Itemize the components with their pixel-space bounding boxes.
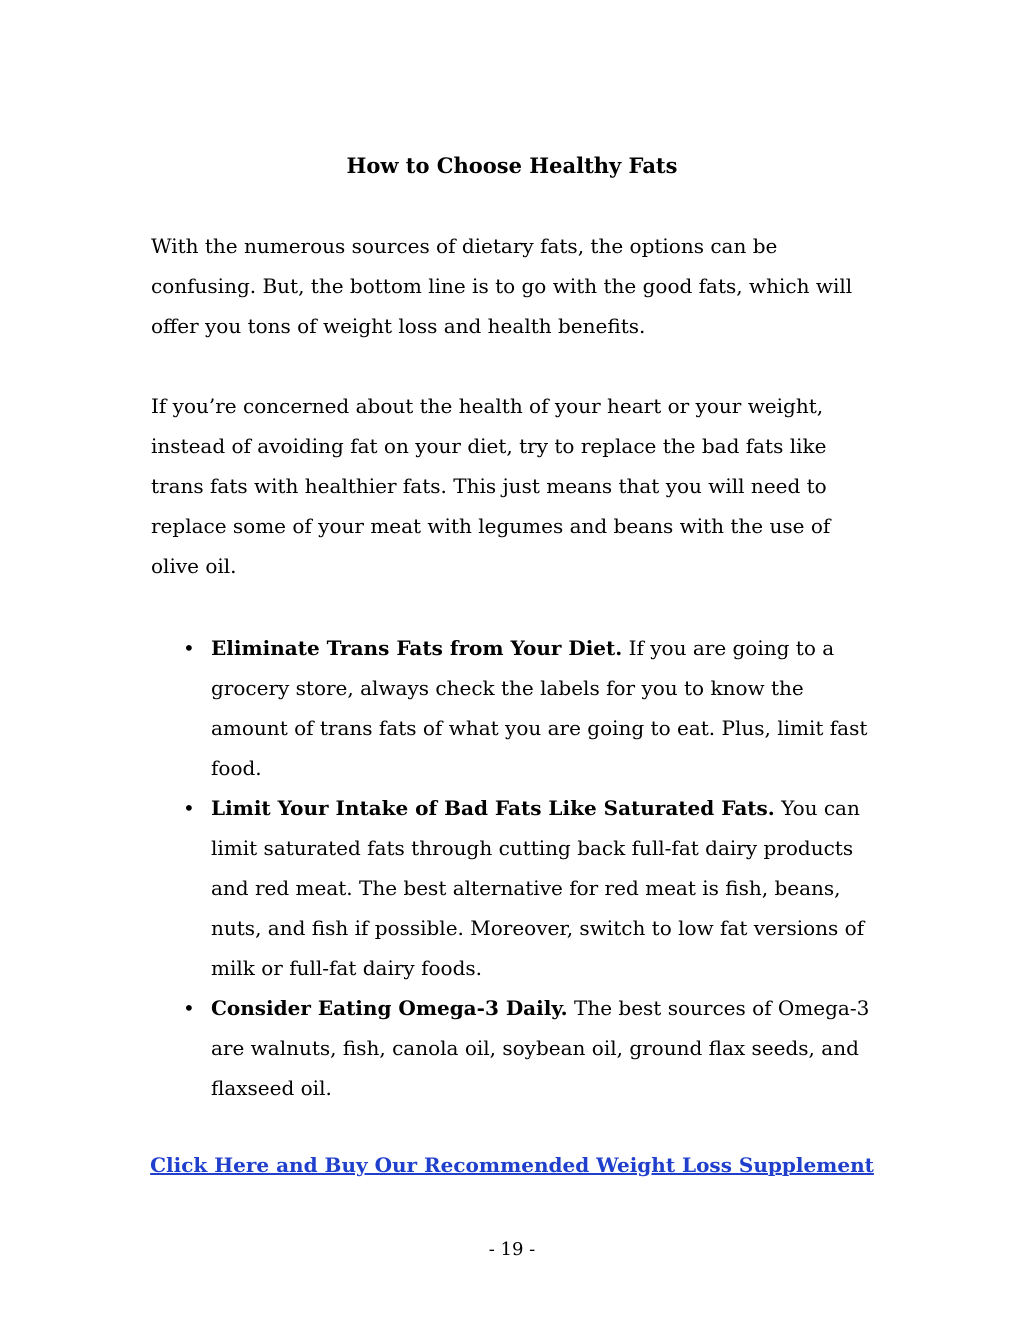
list-item: [151, 988, 881, 1108]
bullet-heading: Consider Eating Omega-3 Daily.: [211, 996, 568, 1020]
tips-list: [151, 628, 881, 1108]
bullet-icon: •: [183, 796, 195, 820]
bullet-text: The best sources of Omega-3 are walnuts, fish, canola oil, soybean oil, ground flax seeds, and flaxseed oil.: [211, 996, 870, 1100]
bullet-heading: Eliminate Trans Fats from Your Diet.: [211, 636, 623, 660]
page-number: - 19 -: [488, 1239, 536, 1260]
page-title: How to Choose Healthy Fats: [346, 153, 678, 178]
bullet-text: If you are going to a grocery store, always check the labels for you to know the amount of trans fats of what you are going to eat. Plus, limit fast food.: [211, 636, 868, 780]
bullet-text: You can limit saturated fats through cutting back full-fat dairy products and red meat. The best alternative for red meat is fish, beans, nuts, and fish if possible. Moreover, switch to low fat versions of milk or full-fat dairy foods.: [211, 796, 865, 980]
bullet-icon: •: [183, 636, 195, 660]
supplement-link[interactable]: Click Here and Buy Our Recommended Weight Loss Supplement: [150, 1153, 874, 1177]
list-item: [151, 628, 881, 788]
supplement-link-row: [0, 1148, 1024, 1182]
bullet-heading: Limit Your Intake of Bad Fats Like Saturated Fats.: [211, 796, 775, 820]
bullet-icon: •: [183, 996, 195, 1020]
list-item: [151, 788, 881, 988]
replacement-paragraph: If you’re concerned about the health of your heart or your weight, instead of avoiding fat on your diet, try to replace the bad fats like trans fats with healthier fats. This just means that you will need to replace some of your meat with legumes and beans with the use of olive oil.: [151, 394, 831, 578]
intro-paragraph: With the numerous sources of dietary fats, the options can be confusing. But, the bottom line is to go with the good fats, which will offer you tons of weight loss and health benefits.: [151, 234, 853, 338]
